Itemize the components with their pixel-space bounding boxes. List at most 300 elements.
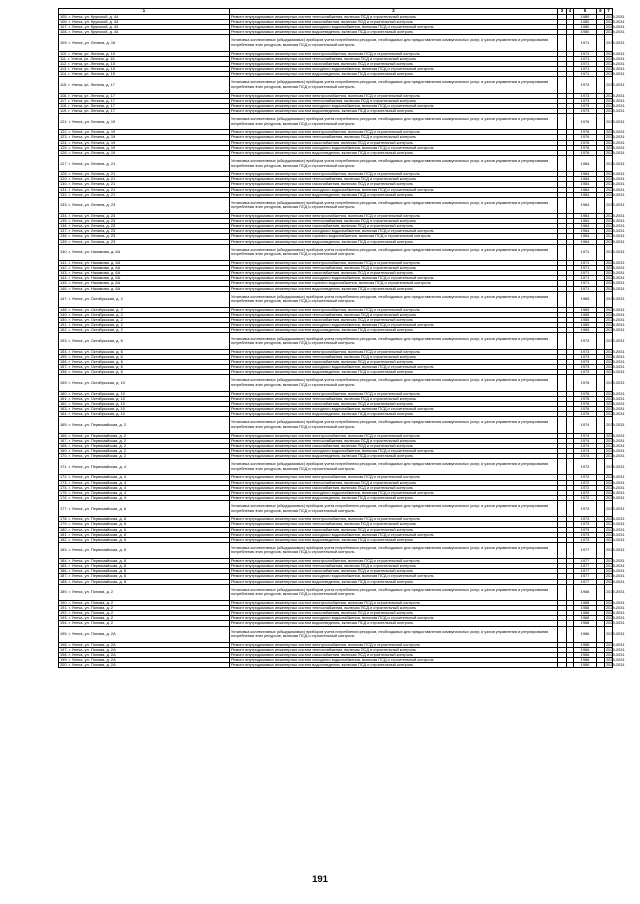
row-number: 116: [60, 92, 67, 98]
repair-period: 2029-2031: [606, 228, 625, 234]
build-year: 1968: [574, 621, 597, 626]
row-number-address: 184. г. Унеча, ул. Первомайская, д. 8: [59, 559, 230, 564]
row-number-address: 182. г. Унеча, ул. Первомайская, д. 6: [59, 537, 230, 542]
row-number: 106: [60, 19, 67, 25]
row-number-address: 149. г. Унеча, ул. Октябрьская, д. 2: [59, 313, 230, 318]
work-type: Ремонт внутридомовых инженерных систем водоотведения, включая ПСД и строительный контроль: [230, 453, 558, 458]
work-type: Установка коллективных (общедомовых) приборов учета потребления ресурсов, необходимых для предоставления коммунальных услуг, и узлов управления и регулирования потребления этих ресурсов, включая ПСД и строительный контроль: [230, 626, 558, 642]
build-year: 1984: [574, 172, 597, 177]
work-type: Ремонт внутридомовых инженерных систем газоснабжения, включая ПСД и строительный контроль: [230, 271, 558, 276]
row-number-address: 195. г. Унеча, ул. Попова, д. 2А: [59, 626, 230, 642]
build-year: 1974: [574, 453, 597, 458]
row-number-address: 162. г. Унеча, ул. Октябрьская, д. 10: [59, 401, 230, 406]
header-col-7: 7: [605, 9, 613, 15]
build-year: 1964: [574, 239, 597, 244]
house-address: г. Унеча, ул. Ленина, д. 19: [68, 144, 116, 150]
col-6-empty: [597, 333, 605, 349]
work-type: Ремонт внутридомовых инженерных систем электроснабжения, включая ПСД и строительный контроль: [230, 601, 558, 606]
build-year: 1968: [574, 606, 597, 611]
header-col-2: 2: [230, 9, 558, 15]
table-row: [59, 35, 613, 51]
row-number: 164: [60, 411, 67, 417]
repair-period: 2029-2031: [606, 149, 625, 155]
row-number-address: 117. г. Унеча, ул. Ленина, д. 17: [59, 98, 230, 103]
row-number: 134: [60, 213, 67, 219]
row-number-address: 115. г. Унеча, ул. Ленина, д. 17: [59, 77, 230, 93]
work-type: Ремонт внутридомовых инженерных систем электроснабжения, включая ПСД и строительный контроль: [230, 517, 558, 522]
house-address: г. Унеча, ул. Назимова, д. 6А: [68, 265, 121, 271]
col-3-empty: [558, 459, 567, 475]
col-3-empty: [558, 417, 567, 433]
col-3-empty: [558, 244, 567, 260]
col-3-empty: [558, 663, 567, 668]
row-number-address: 192. г. Унеча, ул. Попова, д. 2: [59, 611, 230, 616]
row-number-address: 116. г. Унеча, ул. Ленина, д. 17: [59, 93, 230, 98]
row-number-address: 125. г. Унеча, ул. Ленина, д. 19: [59, 145, 230, 150]
repair-period: 2029-2031: [606, 526, 625, 532]
build-year: 1973: [574, 103, 597, 108]
work-type: Ремонт внутридомовых инженерных систем теплоснабжения, включая ПСД и строительный контроль: [230, 396, 558, 401]
row-number: 131: [60, 186, 67, 192]
col-3-empty: [558, 77, 567, 93]
row-number-address: 151. г. Унеча, ул. Октябрьская, д. 2: [59, 323, 230, 328]
row-number: 168: [60, 442, 67, 448]
build-year: 1965: [574, 328, 597, 333]
work-type: Ремонт внутридомовых инженерных систем водоотведения, включая ПСД и строительный контроль: [230, 495, 558, 500]
repair-period: 2029-2031: [606, 327, 625, 333]
table-row: [59, 77, 613, 93]
repair-period: 2029-2031: [606, 92, 625, 98]
row-number: 154: [60, 348, 67, 354]
repair-period: 2029-2031: [606, 406, 625, 412]
build-year: 1980: [574, 25, 597, 30]
row-number-address: 154. г. Унеча, ул. Октябрьская, д. 6: [59, 349, 230, 354]
house-address: г. Унеча, ул. Назимова, д. 6А: [68, 260, 121, 266]
build-year: 1976: [574, 407, 597, 412]
work-type: Ремонт внутридомовых инженерных систем водоотведения, включая ПСД и строительный контроль: [230, 286, 558, 291]
row-number-address: 129. г. Унеча, ул. Ленина, д. 21: [59, 177, 230, 182]
repair-period: 2029-2031: [606, 280, 625, 286]
row-number-address: 131. г. Унеча, ул. Ленина, д. 21: [59, 187, 230, 192]
work-type: Ремонт внутридомовых инженерных систем газоснабжения, включая ПСД и строительный контроль: [230, 140, 558, 145]
build-year: 1972: [574, 490, 597, 495]
col-6-empty: [597, 626, 605, 642]
repair-period: 2029-2031: [605, 459, 613, 475]
col-6-empty: [597, 500, 605, 516]
col-4-empty: [567, 114, 574, 130]
repair-period: 2029-2031: [605, 584, 613, 600]
row-number-address: 176. г. Унеча, ул. Первомайская, д. 4: [59, 495, 230, 500]
repair-period: 2029-2031: [605, 500, 613, 516]
repair-period: 2029-2031: [606, 322, 625, 328]
table-row: [59, 114, 613, 130]
repair-period: 2029-2031: [606, 50, 625, 56]
repair-period: 2029-2031: [606, 600, 625, 606]
work-type: Установка коллективных (общедомовых) приборов учета потребления ресурсов, необходимых для предоставления коммунальных услуг, и узлов управления и регулирования потребления этих ресурсов, включая ПСД и строительный контроль: [230, 500, 558, 516]
house-address: г. Унеча, ул. Октябрьская, д. 6: [68, 353, 123, 359]
row-number: 117: [60, 97, 67, 103]
row-number-address: 128. г. Унеча, ул. Ленина, д. 21: [59, 172, 230, 177]
row-number-address: 134. г. Унеча, ул. Ленина, д. 23: [59, 214, 230, 219]
build-year: 1972: [574, 495, 597, 500]
row-number: 150: [60, 317, 67, 323]
house-address: г. Унеча, ул. Первомайская, д. 6: [68, 536, 126, 542]
row-number: 187: [60, 573, 67, 579]
row-number-address: 172. г. Унеча, ул. Первомайская, д. 4: [59, 475, 230, 480]
row-number: 124: [60, 139, 67, 145]
work-type: Ремонт внутридомовых инженерных систем теплоснабжения, включая ПСД и строительный контроль: [230, 438, 558, 443]
work-type: Ремонт внутридомовых инженерных систем теплоснабжения, включая ПСД и строительный контроль: [230, 219, 558, 224]
row-number: 136: [60, 223, 67, 229]
work-type: Ремонт внутридомовых инженерных систем газоснабжения, включая ПСД и строительный контроль: [230, 224, 558, 229]
col-4-empty: [567, 333, 574, 349]
col-3-empty: [558, 291, 567, 307]
build-year: 1984: [574, 177, 597, 182]
table-row: [59, 459, 613, 475]
row-number: 180: [60, 526, 67, 532]
house-address: г. Унеча, ул. Ленина, д. 19: [68, 129, 116, 135]
work-type: Установка коллективных (общедомовых) приборов учета потребления ресурсов, необходимых для предоставления коммунальных услуг, и узлов управления и регулирования потребления этих ресурсов, включая ПСД и строительный контроль: [230, 584, 558, 600]
row-number: 193: [60, 615, 67, 621]
work-type: Ремонт внутридомовых инженерных систем водоотведения, включая ПСД и строительный контроль: [230, 108, 558, 113]
build-year: 1965: [574, 318, 597, 323]
work-type: Ремонт внутридомовых инженерных систем холодного водоснабжения, включая ПСД и строительный контроль: [230, 187, 558, 192]
row-number: 183: [60, 547, 67, 553]
repair-period: 2029-2031: [605, 542, 613, 558]
row-number: 123: [60, 134, 67, 140]
work-type: Ремонт внутридомовых инженерных систем холодного водоснабжения, включая ПСД и строительный контроль: [230, 323, 558, 328]
repair-period: 2029-2031: [606, 134, 625, 140]
repair-period: 2029-2031: [606, 29, 625, 35]
repair-period: 2029-2031: [606, 218, 625, 224]
row-number-address: 132. г. Унеча, ул. Ленина, д. 21: [59, 192, 230, 197]
build-year: 1977: [574, 569, 597, 574]
work-type: Ремонт внутридомовых инженерных систем водоотведения, включая ПСД и строительный контроль: [230, 370, 558, 375]
build-year: 1973: [574, 527, 597, 532]
build-year: 1971: [574, 276, 597, 281]
house-address: г. Унеча, ул. Ленина, д. 15: [68, 71, 115, 77]
build-year: 1966: [574, 653, 597, 658]
repair-period: 2029-2031: [606, 270, 625, 276]
work-type: Ремонт внутридомовых инженерных систем электроснабжения, включая ПСД и строительный контроль: [230, 130, 558, 135]
row-number: 185: [60, 563, 67, 569]
house-address: г. Унеча, ул. Попова, д. 2: [68, 610, 114, 616]
house-address: г. Унеча, ул. Первомайская, д. 4: [68, 474, 126, 480]
work-type: Ремонт внутридомовых инженерных систем газоснабжения, включая ПСД и строительный контроль: [230, 653, 558, 658]
row-number-address: 108. г. Унеча, ул. Крупской, д. 44: [59, 30, 230, 35]
build-year: 1973: [574, 517, 597, 522]
repair-period: 2029-2031: [606, 568, 625, 574]
row-number: 153: [60, 338, 67, 344]
work-type: Ремонт внутридомовых инженерных систем водоотведения, включая ПСД и строительный контроль: [230, 621, 558, 626]
house-address: г. Унеча, ул. Октябрьская, д. 2: [68, 322, 123, 328]
row-number: 142: [60, 265, 67, 271]
row-number: 118: [60, 102, 67, 108]
repair-period: 2029-2031: [606, 615, 625, 621]
row-number-address: 106. г. Унеча, ул. Крупской, д. 44: [59, 20, 230, 25]
row-number-address: 180. г. Унеча, ул. Первомайская, д. 6: [59, 527, 230, 532]
build-year: 1974: [574, 417, 597, 433]
header-col-5: 5: [574, 9, 597, 15]
house-address: г. Унеча, ул. Ленина, д. 17: [68, 102, 115, 108]
row-number: 191: [60, 605, 67, 611]
build-year: 1964: [574, 214, 597, 219]
row-number: 167: [60, 437, 67, 443]
row-number-address: 174. г. Унеча, ул. Первомайская, д. 4: [59, 485, 230, 490]
row-number: 192: [60, 610, 67, 616]
build-year: 1972: [574, 480, 597, 485]
house-address: г. Унеча, ул. Ленина, д. 19: [68, 134, 116, 140]
col-6-empty: [597, 77, 605, 93]
house-address: г. Унеча, ул. Ленина, д. 21: [68, 186, 116, 192]
house-address: г. Унеча, ул. Крупской, д. 44: [68, 29, 119, 35]
house-address: г. Унеча, ул. Назимова, д. 6А: [68, 270, 121, 276]
house-address: г. Унеча, ул. Ленина, д. 21: [68, 181, 116, 187]
table-row: [59, 333, 613, 349]
repair-period: 2029-2031: [606, 139, 625, 145]
row-number: 137: [60, 228, 67, 234]
row-number: 156: [60, 359, 67, 365]
repair-period: 2029-2031: [606, 260, 625, 266]
house-address: г. Унеча, ул. Ленина, д. 17: [68, 92, 115, 98]
table-row: [59, 663, 613, 668]
house-address: г. Унеча, ул. Назимова, д. 6А: [68, 280, 121, 286]
row-number-address: 191. г. Унеча, ул. Попова, д. 2: [59, 606, 230, 611]
house-address: г. Унеча, ул. Первомайская, д. 4: [68, 463, 126, 469]
row-number: 178: [60, 516, 67, 522]
work-type: Ремонт внутридомовых инженерных систем газоснабжения, включая ПСД и строительный контроль: [230, 443, 558, 448]
row-number-address: 112. г. Унеча, ул. Ленина, д. 15: [59, 61, 230, 66]
row-number-address: 142. г. Унеча, ул. Назимова, д. 6А: [59, 266, 230, 271]
build-year: 1966: [574, 626, 597, 642]
row-number: 171: [60, 463, 67, 469]
col-3-empty: [558, 375, 567, 391]
work-type: Ремонт внутридомовых инженерных систем электроснабжения, включая ПСД и строительный контроль: [230, 433, 558, 438]
work-type: Установка коллективных (общедомовых) приборов учета потребления ресурсов, необходимых для предоставления коммунальных услуг, и узлов управления и регулирования потребления этих ресурсов, включая ПСД и строительный контроль: [230, 114, 558, 130]
work-type: Установка коллективных (общедомовых) приборов учета потребления ресурсов, необходимых для предоставления коммунальных услуг, и узлов управления и регулирования потребления этих ресурсов, включая ПСД и строительный контроль: [230, 35, 558, 51]
repair-period: 2029-2031: [606, 474, 625, 480]
build-year: 1984: [574, 192, 597, 197]
build-year: 1980: [574, 15, 597, 20]
row-number: 173: [60, 479, 67, 485]
row-number: 196: [60, 641, 67, 647]
work-type: Ремонт внутридомовых инженерных систем теплоснабжения, включая ПСД и строительный контроль: [230, 313, 558, 318]
work-type: Ремонт внутридомовых инженерных систем водоотведения, включая ПСД и строительный контроль: [230, 663, 558, 668]
build-year: 1976: [574, 412, 597, 417]
table-row: [59, 155, 613, 171]
row-number: 195: [60, 631, 67, 637]
build-year: 1977: [574, 579, 597, 584]
work-type: Установка коллективных (общедомовых) приборов учета потребления ресурсов, необходимых для предоставления коммунальных услуг, и узлов управления и регулирования потребления этих ресурсов, включая ПСД и строительный контроль: [230, 197, 558, 213]
row-number: 127: [60, 160, 67, 166]
repair-period: 2029-2031: [606, 536, 625, 542]
work-type: Ремонт внутридомовых инженерных систем холодного водоснабжения, включая ПСД и строительный контроль: [230, 616, 558, 621]
col-4-empty: [567, 626, 574, 642]
col-4-empty: [567, 459, 574, 475]
work-type: Установка коллективных (общедомовых) приборов учета потребления ресурсов, необходимых для предоставления коммунальных услуг, и узлов управления и регулирования потребления этих ресурсов, включая ПСД и строительный контроль: [230, 244, 558, 260]
repair-period: 2029-2031: [606, 610, 625, 616]
house-address: г. Унеча, ул. Крупской, д. 44: [68, 19, 119, 25]
build-year: 1964: [574, 197, 597, 213]
header-col-3: 3: [558, 9, 567, 15]
row-number: 151: [60, 322, 67, 328]
work-type: Ремонт внутридомовых инженерных систем газоснабжения, включая ПСД и строительный контроль: [230, 527, 558, 532]
build-year: 1971: [574, 67, 597, 72]
row-number: 165: [60, 421, 67, 427]
house-address: г. Унеча, ул. Ленина, д. 23: [68, 238, 116, 244]
row-number-address: 165. г. Унеча, ул. Первомайская, д. 2: [59, 417, 230, 433]
row-number: 182: [60, 536, 67, 542]
work-type: Установка коллективных (общедомовых) приборов учета потребления ресурсов, необходимых для предоставления коммунальных услуг, и узлов управления и регулирования потребления этих ресурсов, включая ПСД и строительный контроль: [230, 333, 558, 349]
house-address: г. Унеча, ул. Первомайская, д. 6: [68, 531, 126, 537]
work-type: Ремонт внутридомовых инженерных систем электроснабжения, включая ПСД и строительный контроль: [230, 308, 558, 313]
work-type: Ремонт внутридомовых инженерных систем газоснабжения, включая ПСД и строительный контроль: [230, 318, 558, 323]
house-address: г. Унеча, ул. Назимова, д. 6А: [68, 285, 121, 291]
repair-period: 2029-2031: [606, 353, 625, 359]
work-type: Установка коллективных (общедомовых) приборов учета потребления ресурсов, необходимых для предоставления коммунальных услуг, и узлов управления и регулирования потребления этих ресурсов, включая ПСД и строительный контроль: [230, 542, 558, 558]
build-year: 1973: [574, 349, 597, 354]
repair-period: 2029-2031: [606, 452, 625, 458]
row-number-address: 189. г. Унеча, ул. Попова, д. 2: [59, 584, 230, 600]
repair-period: 2029-2031: [606, 107, 625, 113]
house-address: г. Унеча, ул. Крупской, д. 44: [68, 14, 119, 19]
repair-period: 2029-2031: [606, 191, 625, 197]
build-year: 1973: [574, 522, 597, 527]
repair-period: 2029-2031: [606, 484, 625, 490]
repair-period: 2029-2031: [605, 35, 613, 51]
build-year: 1971: [574, 35, 597, 51]
row-number-address: 170. г. Унеча, ул. Первомайская, д. 2: [59, 453, 230, 458]
build-year: 1973: [574, 365, 597, 370]
repair-period: 2029-2031: [606, 19, 625, 25]
house-address: г. Унеча, ул. Попова, д. 2: [68, 600, 114, 606]
col-6-empty: [597, 291, 605, 307]
row-number: 143: [60, 270, 67, 276]
build-year: 1973: [574, 93, 597, 98]
col-3-empty: [558, 333, 567, 349]
work-type: Ремонт внутридомовых инженерных систем теплоснабжения, включая ПСД и строительный контроль: [230, 177, 558, 182]
row-number: 114: [60, 71, 67, 77]
build-year: 1984: [574, 187, 597, 192]
row-number-address: 155. г. Унеча, ул. Октябрьская, д. 6: [59, 354, 230, 359]
build-year: 1971: [574, 261, 597, 266]
build-year: 1976: [574, 145, 597, 150]
row-number-address: 200. г. Унеча, ул. Попова, д. 2А: [59, 663, 230, 668]
build-year: 1977: [574, 542, 597, 558]
row-number: 133: [60, 202, 67, 208]
house-address: г. Унеча, ул. Попова, д. 2А: [68, 657, 116, 663]
row-number: 109: [60, 40, 67, 46]
build-year: 1972: [574, 459, 597, 475]
row-number: 190: [60, 600, 67, 606]
repair-period: 2029-2031: [606, 390, 625, 396]
work-type: Ремонт внутридомовых инженерных систем газоснабжения, включая ПСД и строительный контроль: [230, 485, 558, 490]
work-type: Ремонт внутридомовых инженерных систем электроснабжения, включая ПСД и строительный контроль: [230, 642, 558, 647]
row-number: 147: [60, 296, 67, 302]
repair-period: 2029-2031: [606, 364, 625, 370]
house-address: г. Унеча, ул. Первомайская, д. 2: [68, 432, 126, 438]
row-number-address: 186. г. Унеча, ул. Первомайская, д. 8: [59, 569, 230, 574]
build-year: 1972: [574, 475, 597, 480]
build-year: 1976: [574, 135, 597, 140]
row-number: 181: [60, 531, 67, 537]
work-type: Ремонт внутридомовых инженерных систем холодного водоснабжения, включая ПСД и строительный контроль: [230, 103, 558, 108]
house-address: г. Унеча, ул. Ленина, д. 19: [68, 149, 116, 155]
house-address: г. Унеча, ул. Первомайская, д. 2: [68, 421, 126, 427]
repair-period: 2029-2031: [605, 333, 613, 349]
row-number-address: 139. г. Унеча, ул. Ленина, д. 23: [59, 239, 230, 244]
repair-period: 2029-2031: [606, 437, 625, 443]
repair-period: 2029-2031: [606, 24, 625, 30]
repair-period: 2029-2031: [605, 417, 613, 433]
house-address: г. Унеча, ул. Ленина, д. 23: [68, 223, 116, 229]
work-type: Ремонт внутридомовых инженерных систем электроснабжения, включая ПСД и строительный контроль: [230, 391, 558, 396]
work-type: Ремонт внутридомовых инженерных систем теплоснабжения, включая ПСД и строительный контроль: [230, 647, 558, 652]
row-number: 175: [60, 489, 67, 495]
repair-period: 2029-2031: [606, 494, 625, 500]
build-year: 1965: [574, 313, 597, 318]
build-year: 1973: [574, 360, 597, 365]
work-type: Ремонт внутридомовых инженерных систем электроснабжения, включая ПСД и строительный контроль: [230, 475, 558, 480]
row-number: 172: [60, 474, 67, 480]
build-year: 1976: [574, 401, 597, 406]
row-number-address: 179. г. Унеча, ул. Первомайская, д. 6: [59, 522, 230, 527]
work-type: Ремонт внутридомовых инженерных систем электроснабжения, включая ПСД и строительный контроль: [230, 93, 558, 98]
row-number-address: 140. г. Унеча, ул. Назимова, д. 6А: [59, 244, 230, 260]
row-number-address: 147. г. Унеча, ул. Октябрьская, д. 2: [59, 291, 230, 307]
house-address: г. Унеча, ул. Назимова, д. 6А: [68, 249, 121, 255]
repair-period: 2029-2031: [605, 197, 613, 213]
work-type: Ремонт внутридомовых инженерных систем холодного водоснабжения, включая ПСД и строительный контроль: [230, 276, 558, 281]
build-year: 1973: [574, 98, 597, 103]
house-address: г. Унеча, ул. Ленина, д. 21: [68, 160, 116, 166]
row-number-address: 193. г. Унеча, ул. Попова, д. 2: [59, 616, 230, 621]
repair-period: 2029-2031: [606, 395, 625, 401]
build-year: 1976: [574, 130, 597, 135]
work-type: Ремонт внутридомовых инженерных систем теплоснабжения, включая ПСД и строительный контроль: [230, 15, 558, 20]
build-year: 1976: [574, 114, 597, 130]
row-number-address: 199. г. Унеча, ул. Попова, д. 2А: [59, 658, 230, 663]
build-year: 1976: [574, 391, 597, 396]
work-type: Ремонт внутридомовых инженерных систем теплоснабжения, включая ПСД и строительный контроль: [230, 98, 558, 103]
house-address: г. Унеча, ул. Ленина, д. 15: [68, 40, 116, 46]
row-number: 198: [60, 652, 67, 658]
house-address: г. Унеча, ул. Попова, д. 2А: [68, 646, 116, 652]
header-col-4: 4: [567, 9, 574, 15]
row-number: 200: [60, 662, 67, 668]
row-number: 129: [60, 176, 67, 182]
page-number: 191: [312, 874, 328, 885]
col-3-empty: [558, 542, 567, 558]
col-6-empty: [597, 542, 605, 558]
row-number-address: 185. г. Унеча, ул. Первомайская, д. 8: [59, 564, 230, 569]
house-address: г. Унеча, ул. Октябрьская, д. 2: [68, 327, 123, 333]
work-type: Ремонт внутридомовых инженерных систем горячего водоснабжения, включая ПСД и строительный контроль: [230, 281, 558, 286]
header-col-6: 6: [597, 9, 605, 15]
row-number: 112: [60, 60, 67, 66]
work-type: Ремонт внутридомовых инженерных систем теплоснабжения, включая ПСД и строительный контроль: [230, 135, 558, 140]
work-type: Установка коллективных (общедомовых) приборов учета потребления ресурсов, необходимых для предоставления коммунальных услуг, и узлов управления и регулирования потребления этих ресурсов, включая ПСД и строительный контроль: [230, 375, 558, 391]
table-row: [59, 291, 613, 307]
repair-period: 2029-2031: [606, 411, 625, 417]
build-year: 1968: [574, 616, 597, 621]
house-address: г. Унеча, ул. Первомайская, д. 2: [68, 442, 126, 448]
house-address: г. Унеча, ул. Назимова, д. 6А: [68, 275, 121, 281]
row-number: 141: [60, 260, 67, 266]
row-number-address: 144. г. Унеча, ул. Назимова, д. 6А: [59, 276, 230, 281]
repair-period: 2029-2031: [606, 60, 625, 66]
build-year: 1980: [574, 20, 597, 25]
